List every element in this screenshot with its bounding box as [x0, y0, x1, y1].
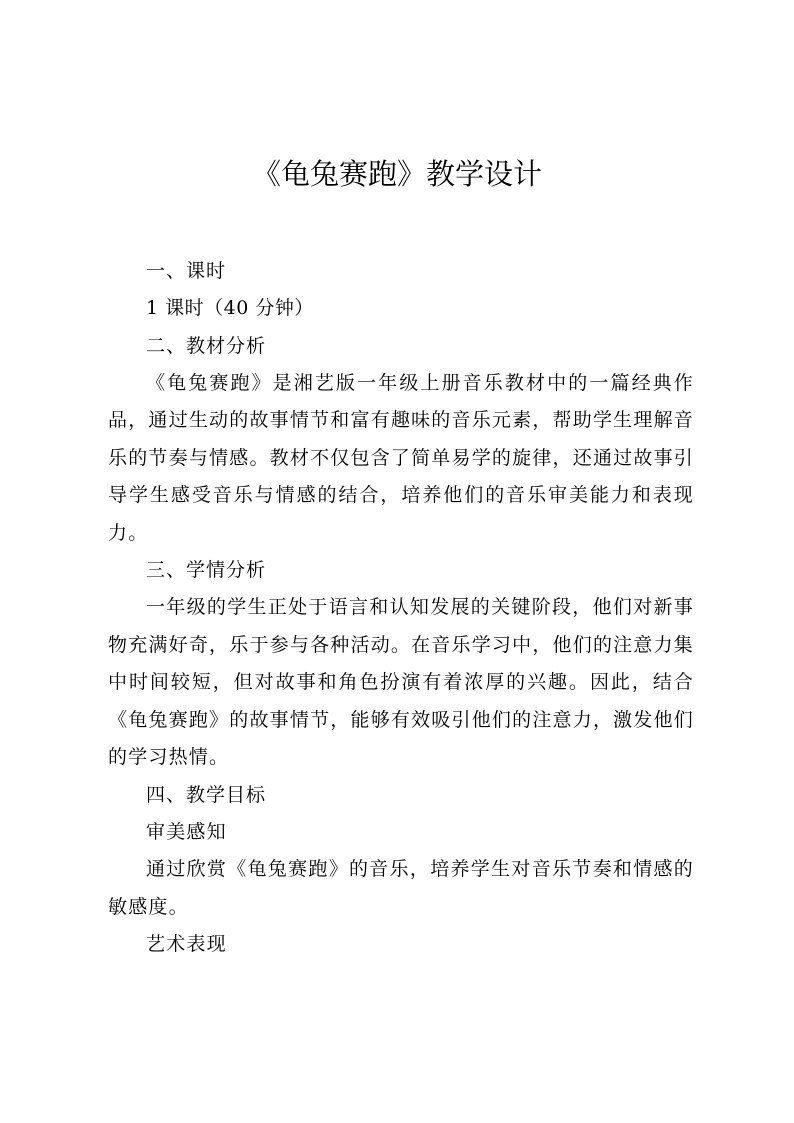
section-heading-teaching-goals: 四、教学目标 [146, 783, 267, 806]
document-body [108, 253, 694, 964]
material-analysis-paragraph: 《龟兔赛跑》是湘艺版一年级上册音乐教材中的一篇经典作品，通过生动的故事情节和富有趣味的音乐元素，帮助学生理解音乐的节奏与情感。教材不仅包含了简单易学的旋律，还通过故事引导学生感受音乐与情感的结合，培养他们的音乐审美能力和表现力。 [108, 371, 694, 544]
goal-aesthetic-perception-title: 审美感知 [146, 820, 227, 843]
goal-artistic-expression-title: 艺术表现 [146, 933, 227, 955]
goal-aesthetic-perception-paragraph: 通过欣赏《龟兔赛跑》的音乐，培养学生对音乐节奏和情感的敏感度。 [108, 858, 694, 918]
section-heading-material-analysis: 二、教材分析 [146, 334, 267, 357]
class-hours-text: 1 课时（40 分钟） [146, 297, 314, 319]
section-heading-student-analysis: 三、学情分析 [146, 559, 267, 581]
section-heading-class-hours: 一、课时 [146, 260, 227, 282]
document-title: 《龟兔赛跑》教学设计 [251, 157, 542, 191]
student-analysis-paragraph: 一年级的学生正处于语言和认知发展的关键阶段，他们对新事物充满好奇，乐于参与各种活动。在音乐学习中，他们的注意力集中时间较短，但对故事和角色扮演有着浓厚的兴趣。因此，结合《龟兔赛跑》的故事情节，能够有效吸引他们的注意力，激发他们的学习热情。 [108, 596, 694, 768]
